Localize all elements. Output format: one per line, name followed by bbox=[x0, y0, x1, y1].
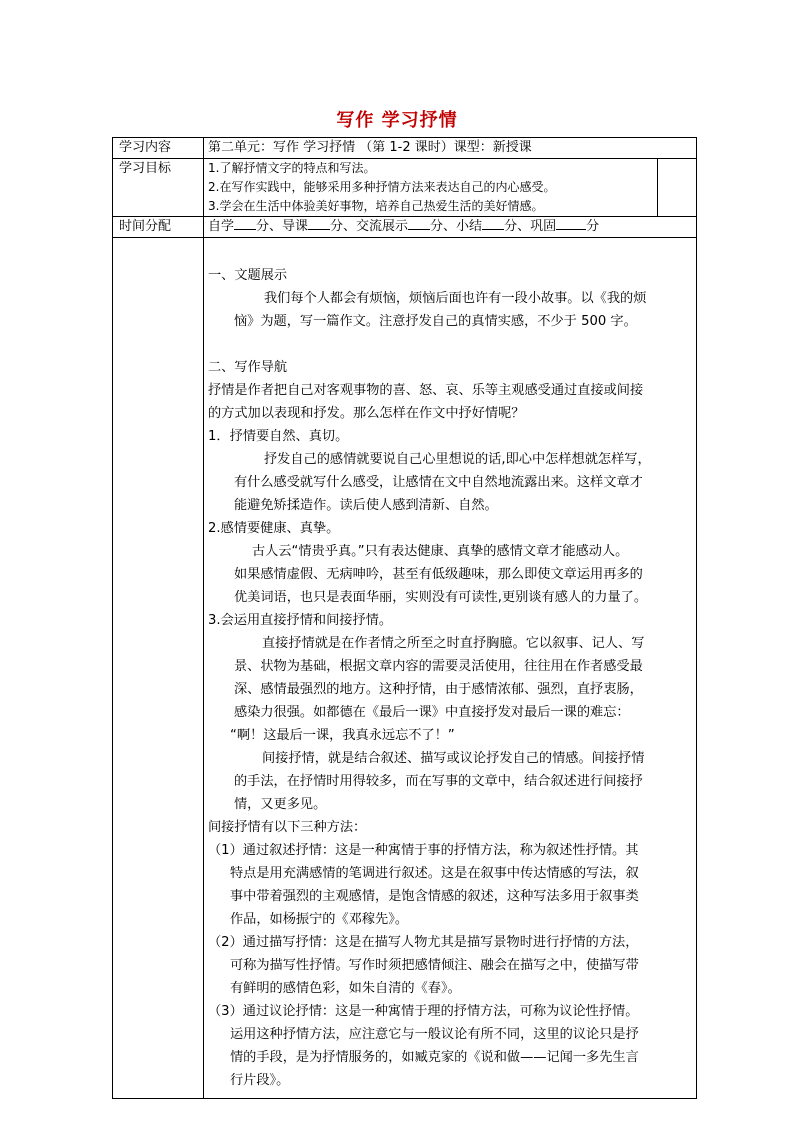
point-3-title: 3.会运用直接抒情和间接抒情。 bbox=[208, 613, 393, 628]
time-label: 时间分配 bbox=[113, 217, 204, 238]
point-2-title: 2.感情要健康、真挚。 bbox=[208, 521, 340, 536]
methods-intro: 间接抒情有以下三种方法： bbox=[208, 820, 367, 835]
method-1-line: （1）通过叙述抒情：这是一种寓情于事的抒情方法，称为叙述性抒情。其 bbox=[208, 843, 639, 858]
paragraph-line: 抒情是作者把自己对客观事物的喜、怒、哀、乐等主观感受通过直接或间接 bbox=[208, 383, 644, 398]
method-3-line: （3）通过议论抒情：这是一种寓情于理的抒情方法，可称为议论性抒情。 bbox=[208, 1004, 639, 1019]
blank-line bbox=[556, 217, 586, 230]
page-title: 写作 学习抒情 bbox=[336, 110, 458, 131]
method-3-line: 行片段》。 bbox=[230, 1073, 290, 1088]
paragraph-line: 古人云“情贵乎真。”只有表达健康、真挚的感情文章才能感动人。 bbox=[252, 544, 629, 559]
time-part: 分、巩固 bbox=[504, 219, 557, 234]
main-row bbox=[113, 238, 697, 1099]
blank-line bbox=[308, 217, 330, 230]
time-row bbox=[113, 217, 697, 238]
goals-label: 学习目标 bbox=[113, 159, 204, 217]
method-1-line: 特点是用充满感情的笔调进行叙述。这是在叙事中传达情感的写法，叙 bbox=[230, 866, 639, 881]
paragraph-line: 直接抒情就是在作者情之所至之时直抒胸臆。它以叙事、记人、写 bbox=[262, 636, 645, 651]
paragraph-line: 恼》为题，写一篇作文。注意抒发自己的真情实感，不少于 500 字。 bbox=[234, 314, 637, 329]
blank-line bbox=[482, 217, 504, 230]
goals-cell bbox=[204, 159, 697, 217]
goal-item: 1.了解抒情文字的特点和写法。 bbox=[208, 161, 376, 175]
paragraph-line: 优美词语，也只是表面华丽，实则没有可读性,更别谈有感人的力量了。 bbox=[234, 590, 648, 605]
blank-line bbox=[408, 217, 430, 230]
paragraph-line: 能避免矫揉造作。读后使人感到清新、自然。 bbox=[234, 498, 498, 513]
method-2-line: 可称为描写性抒情。写作时须把感情倾注、融会在描写之中，使描写带 bbox=[230, 958, 639, 973]
time-part: 分、交流展示 bbox=[330, 219, 409, 234]
time-part: 分 bbox=[586, 219, 600, 234]
time-part: 分、小结 bbox=[430, 219, 483, 234]
content-row bbox=[113, 138, 697, 159]
paragraph-line: 抒发自己的感情就要说自己心里想说的话,即心中怎样想就怎样写， bbox=[264, 452, 651, 467]
point-1-title: 1．抒情要自然、真切。 bbox=[208, 429, 349, 444]
goal-item: 2.在写作实践中，能够采用多种抒情方法来表达自己的内心感受。 bbox=[208, 180, 556, 194]
blank-line bbox=[234, 217, 256, 230]
main-content bbox=[204, 238, 697, 1099]
section-1-title: 一、文题展示 bbox=[208, 268, 288, 283]
paragraph-line: 有什么感受就写什么感受，让感情在文中自然地流露出来。这样文章才 bbox=[234, 475, 643, 490]
paragraph-line: 的手法，在抒情时用得较多，而在写事的文章中，结合叙述进行间接抒 bbox=[234, 774, 643, 789]
method-1-line: 作品，如杨振宁的《邓稼先》。 bbox=[230, 912, 409, 927]
main-label-cell bbox=[113, 238, 204, 1099]
method-1-line: 事中带着强烈的主观感情，是饱含情感的叙述，这种写法多用于叙事类 bbox=[230, 889, 639, 904]
paragraph-line: 景、状物为基础，根据文章内容的需要灵活使用，往往用在作者感受最 bbox=[234, 659, 643, 674]
goals-row bbox=[113, 159, 697, 217]
time-part: 分、导课 bbox=[256, 219, 309, 234]
paragraph-line: 感染力很强。如都德在《最后一课》中直接抒发对最后一课的难忘： bbox=[234, 705, 630, 720]
method-3-line: 运用这种抒情方法，应注意它与一般议论有所不同，这里的议论只是抒 bbox=[230, 1027, 639, 1042]
section-2-title: 二、写作导航 bbox=[208, 360, 288, 375]
paragraph-line: 的方式加以表现和抒发。那么怎样在作文中抒好情呢？ bbox=[208, 406, 525, 421]
goals-list bbox=[204, 159, 657, 216]
method-2-line: （2）通过描写抒情：这是在描写人物尤其是描写景物时进行抒情的方法， bbox=[208, 935, 639, 950]
time-part: 自学 bbox=[208, 219, 235, 234]
paragraph-line: 间接抒情，就是结合叙述、描写或议论抒发自己的情感。间接抒情 bbox=[262, 751, 645, 766]
paragraph-line: 我们每个人都会有烦恼，烦恼后面也许有一段小故事。以《我的烦 bbox=[264, 291, 647, 306]
paragraph-line: 情，又更多见。 bbox=[234, 797, 327, 812]
quote-line: “啊！这最后一课，我真永远忘不了！” bbox=[230, 728, 455, 743]
paragraph-line: 深、感情最强烈的地方。这种抒情，由于感情浓郁、强烈，直抒衷肠， bbox=[234, 682, 643, 697]
content-label: 学习内容 bbox=[113, 138, 204, 159]
method-3-line: 情的手段，是为抒情服务的，如臧克家的《说和做——记闻一多先生言 bbox=[230, 1050, 639, 1065]
lesson-table bbox=[112, 137, 697, 1099]
goals-side-cell bbox=[657, 159, 696, 216]
content-value: 第二单元：写作 学习抒情 （第 1-2 课时）课型：新授课 bbox=[204, 138, 697, 159]
goal-item: 3.学会在生活中体验美好事物，培养自己热爱生活的美好情感。 bbox=[208, 199, 544, 213]
method-2-line: 有鲜明的感情色彩，如朱自清的《春》。 bbox=[230, 981, 461, 996]
paragraph-line: 如果感情虚假、无病呻吟，甚至有低级趣味，那么即使文章运用再多的 bbox=[234, 567, 643, 582]
time-value bbox=[204, 217, 697, 238]
